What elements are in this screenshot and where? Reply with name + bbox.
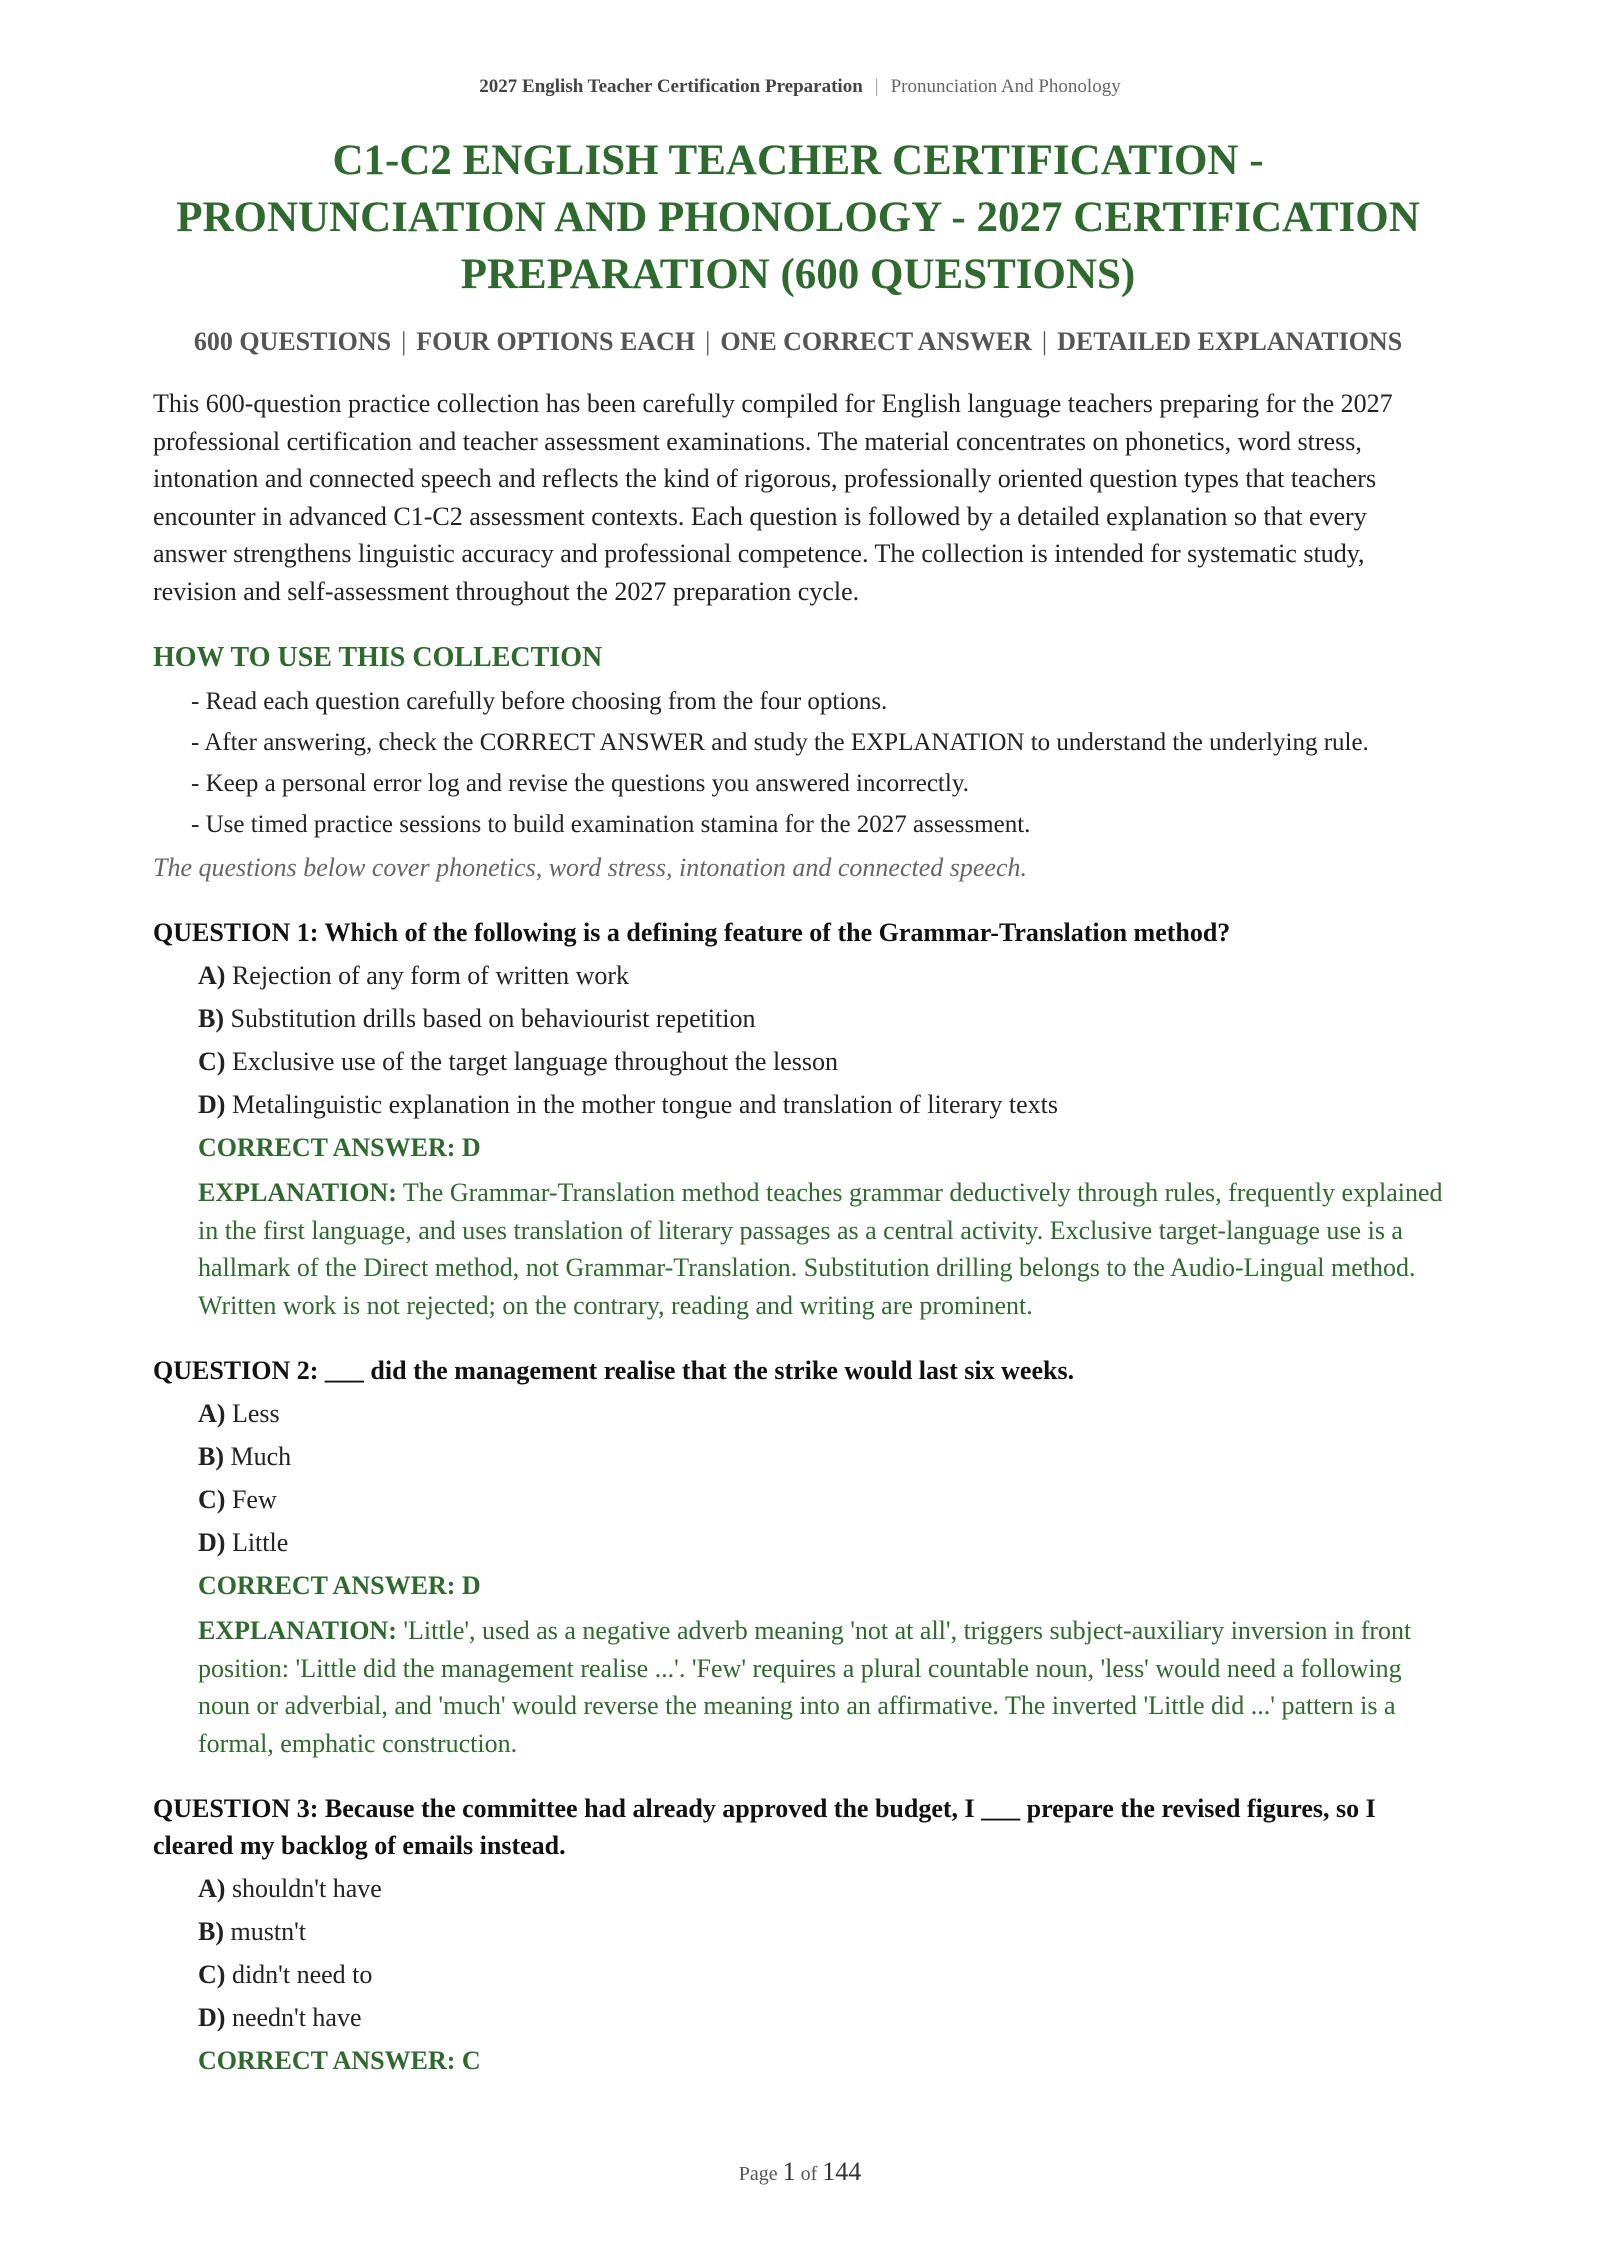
how-to-item: - Keep a personal error log and revise the questions you answered incorrectly. — [191, 770, 969, 797]
option-d — [198, 1999, 1443, 2036]
how-to-item: - Use timed practice sessions to build examination stamina for the 2027 assessment. — [191, 811, 1031, 838]
option-letter: A) — [198, 961, 226, 990]
explanation-label: EXPLANATION: — [198, 1178, 397, 1207]
option-text: Exclusive use of the target language throughout the lesson — [231, 1047, 838, 1076]
header-doc-label: 2027 English Teacher Certification Preparation — [479, 76, 863, 97]
how-to-item: - After answering, check the CORRECT ANSWER and study the EXPLANATION to understand the underlying rule. — [191, 729, 1369, 756]
option-c — [198, 1043, 1443, 1080]
option-text: Substitution drills based on behaviourist repetition — [230, 1004, 756, 1033]
option-letter: B) — [198, 1917, 224, 1946]
page-footer — [0, 2157, 1600, 2187]
option-letter: A) — [198, 1874, 226, 1903]
option-letter: B) — [198, 1004, 224, 1033]
option-text: Much — [230, 1442, 292, 1471]
option-letter: C) — [198, 1047, 226, 1076]
how-to-item: - Read each question carefully before choosing from the four options. — [191, 688, 888, 715]
correct-answer: CORRECT ANSWER: D — [198, 1133, 481, 1162]
explanation-text: 'Little', used as a negative adverb meaning 'not at all', triggers subject-auxiliary inversion in front position: 'Little did the management realise ...'. 'Few' requires a plural countable noun, 'less' would need a following noun or adverbial, and 'much' would reverse the meaning into an affirmative. The inverted 'Little did ...' pattern is a formal, emphatic construction. — [198, 1616, 1412, 1758]
subtitle-separator: | — [1041, 327, 1048, 356]
option-text: didn't need to — [231, 1960, 373, 1989]
option-a — [198, 1870, 1443, 1907]
option-list — [153, 1870, 1443, 2036]
option-b — [198, 1000, 1443, 1037]
option-list — [153, 957, 1443, 1123]
footer-of: of — [800, 2163, 818, 2185]
document-title: C1-C2 ENGLISH TEACHER CERTIFICATION - PRONUNCIATION AND PHONOLOGY - 2027 CERTIFICATION PREPARATION (600 QUESTIONS) — [176, 137, 1420, 298]
header-section: Pronunciation And Phonology — [890, 76, 1121, 97]
option-text: Rejection of any form of written work — [231, 961, 630, 990]
option-letter: D) — [198, 1090, 226, 1119]
how-to-heading: HOW TO USE THIS COLLECTION — [153, 642, 603, 673]
option-a — [198, 1395, 1443, 1432]
subtitle-part: DETAILED EXPLANATIONS — [1057, 327, 1403, 356]
subtitle-separator: | — [705, 327, 711, 356]
option-text: shouldn't have — [231, 1874, 382, 1903]
subtitle-part: 600 QUESTIONS — [193, 327, 392, 356]
question-stem: QUESTION 1: Which of the following is a defining feature of the Grammar-Translation method? — [153, 918, 1231, 947]
header-separator: | — [874, 76, 879, 97]
option-c — [198, 1956, 1443, 1993]
subtitle-part: ONE CORRECT ANSWER — [720, 327, 1032, 356]
subtitle-separator: | — [401, 327, 407, 356]
option-d — [198, 1524, 1443, 1561]
option-letter: A) — [198, 1399, 226, 1428]
subtitle-part: FOUR OPTIONS EACH — [416, 327, 696, 356]
explanation-text: The Grammar-Translation method teaches grammar deductively through rules, frequently explained in the first language, and uses translation of literary passages as a central activity. Exclusive target-language use is a hallmark of the Direct method, not Grammar-Translation. Substitution drilling belongs to the Audio-Lingual method. Written work is not rejected; on the contrary, reading and writing are prominent. — [198, 1178, 1443, 1320]
question-block — [153, 1790, 1443, 2079]
option-text: mustn't — [230, 1917, 306, 1946]
explanation-label: EXPLANATION: — [198, 1616, 397, 1645]
footer-page-number: 1 — [782, 2157, 796, 2186]
option-text: Little — [231, 1528, 289, 1557]
question-block — [153, 914, 1443, 1324]
footer-page-prefix: Page — [738, 2163, 778, 2185]
option-letter: D) — [198, 1528, 226, 1557]
explanation — [198, 1612, 1443, 1762]
correct-answer: CORRECT ANSWER: C — [198, 2046, 481, 2075]
option-text: Few — [231, 1485, 277, 1514]
question-block — [153, 1352, 1443, 1762]
option-letter: D) — [198, 2003, 226, 2032]
option-text: Metalinguistic explanation in the mother tongue and translation of literary texts — [231, 1090, 1058, 1119]
correct-answer: CORRECT ANSWER: D — [198, 1571, 481, 1600]
option-b — [198, 1913, 1443, 1950]
option-a — [198, 957, 1443, 994]
option-text: Less — [231, 1399, 280, 1428]
scope-note: The questions below cover phonetics, word stress, intonation and connected speech. — [153, 853, 1027, 882]
option-letter: C) — [198, 1960, 226, 1989]
explanation — [198, 1174, 1443, 1324]
option-d — [198, 1086, 1443, 1123]
how-to-list — [153, 684, 1443, 842]
intro-paragraph: This 600-question practice collection has been carefully compiled for English language teachers preparing for the 2027 professional certification and teacher assessment examinations. The material concentrates on phonetics, word stress, intonation and connected speech and reflects the kind of rigorous, professionally oriented question types that teachers encounter in advanced C1-C2 assessment contexts. Each question is followed by a detailed explanation so that every answer strengthens linguistic accuracy and professional competence. The collection is intended for systematic study, revision and self-assessment throughout the 2027 preparation cycle. — [153, 389, 1393, 606]
option-letter: B) — [198, 1442, 224, 1471]
option-letter: C) — [198, 1485, 226, 1514]
footer-page-total: 144 — [822, 2157, 862, 2186]
option-list — [153, 1395, 1443, 1561]
option-b — [198, 1438, 1443, 1475]
option-c — [198, 1481, 1443, 1518]
document-subtitle — [153, 325, 1443, 359]
question-stem: QUESTION 2: ___ did the management realise that the strike would last six weeks. — [153, 1356, 1075, 1385]
running-header — [0, 76, 1600, 98]
main-content — [153, 132, 1443, 2079]
question-stem: QUESTION 3: Because the committee had already approved the budget, I ___ prepare the revised figures, so I cleared my backlog of emails instead. — [153, 1794, 1376, 1860]
option-text: needn't have — [231, 2003, 362, 2032]
